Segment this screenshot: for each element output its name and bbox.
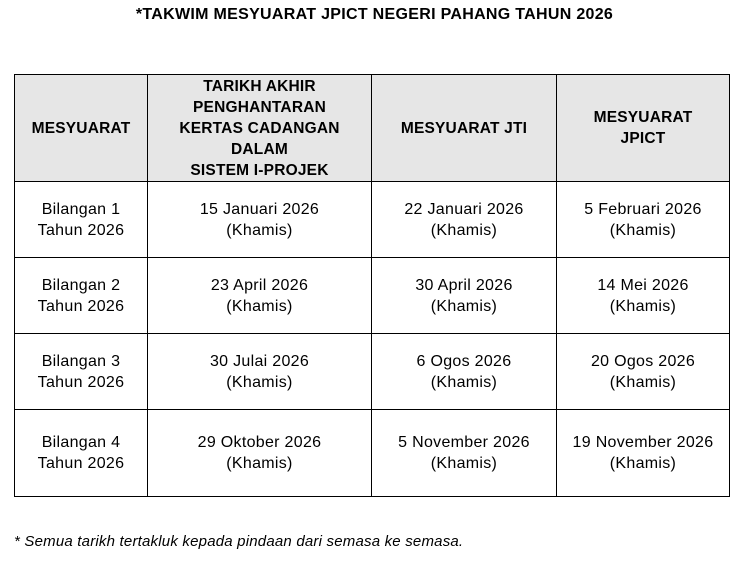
- cell-tarikh-akhir: [148, 182, 372, 258]
- header-tarikh-akhir: [148, 75, 372, 182]
- cell-line: Bilangan 3: [41, 352, 121, 370]
- header-mesyuarat-jti: [372, 75, 557, 182]
- cell-line: Tahun 2026: [37, 221, 125, 239]
- cell-line: (Khamis): [609, 455, 677, 472]
- table-row: [15, 334, 730, 410]
- cell-line: 19 November 2026: [572, 434, 714, 451]
- header-mesyuarat: [15, 75, 148, 182]
- cell-mesyuarat: [15, 258, 148, 334]
- cell-mesyuarat-jpict: [557, 410, 730, 497]
- cell-line: (Khamis): [609, 373, 677, 391]
- cell-mesyuarat-jpict: [557, 182, 730, 258]
- cell-line: 29 Oktober 2026: [197, 434, 322, 451]
- table-header-row: [15, 75, 730, 182]
- header-text-line: MESYUARAT: [593, 109, 693, 126]
- header-text-line: MESYUARAT: [31, 119, 131, 137]
- header-mesyuarat-jpict: [557, 75, 730, 182]
- cell-line: Tahun 2026: [37, 373, 125, 391]
- header-text-line: KERTAS CADANGAN: [179, 119, 340, 137]
- cell-line: (Khamis): [430, 297, 498, 315]
- cell-line: 20 Ogos 2026: [590, 352, 696, 370]
- cell-mesyuarat-jpict: [557, 258, 730, 334]
- header-text-line: DALAM: [231, 140, 288, 158]
- cell-line: (Khamis): [430, 221, 498, 239]
- cell-line: Bilangan 4: [41, 434, 121, 451]
- footnote: * Semua tarikh tertakluk kepada pindaan dari semasa ke semasa.: [14, 533, 464, 550]
- cell-mesyuarat-jti: [372, 182, 557, 258]
- cell-tarikh-akhir: [148, 258, 372, 334]
- header-text-line: MESYUARAT JTI: [400, 119, 528, 137]
- header-text-line: TARIKH AKHIR: [203, 77, 316, 95]
- meeting-schedule-table: [14, 74, 730, 497]
- cell-line: (Khamis): [609, 221, 677, 239]
- cell-line: 15 Januari 2026: [199, 200, 320, 218]
- cell-line: (Khamis): [226, 221, 293, 239]
- cell-line: 30 Julai 2026: [209, 352, 310, 370]
- cell-line: Tahun 2026: [37, 455, 125, 472]
- cell-mesyuarat: [15, 410, 148, 497]
- cell-mesyuarat-jti: [372, 258, 557, 334]
- cell-line: 14 Mei 2026: [597, 276, 689, 294]
- cell-line: 5 Februari 2026: [584, 200, 702, 218]
- cell-line: 30 April 2026: [415, 276, 513, 294]
- cell-line: 22 Januari 2026: [404, 200, 524, 218]
- table-row: [15, 182, 730, 258]
- cell-tarikh-akhir: [148, 410, 372, 497]
- cell-mesyuarat-jti: [372, 410, 557, 497]
- cell-line: (Khamis): [609, 297, 677, 315]
- page-title: *TAKWIM MESYUARAT JPICT NEGERI PAHANG TAHUN 2026: [135, 6, 614, 23]
- cell-line: (Khamis): [226, 455, 293, 472]
- cell-line: Bilangan 2: [41, 276, 121, 294]
- cell-line: (Khamis): [226, 297, 293, 315]
- header-text-line: PENGHANTARAN: [193, 98, 326, 116]
- header-text-line: SISTEM I-PROJEK: [190, 161, 329, 179]
- cell-line: 5 November 2026: [398, 434, 530, 451]
- table-row: [15, 410, 730, 497]
- table-row: [15, 258, 730, 334]
- cell-mesyuarat-jti: [372, 334, 557, 410]
- cell-mesyuarat: [15, 182, 148, 258]
- cell-mesyuarat-jpict: [557, 334, 730, 410]
- cell-line: Bilangan 1: [41, 200, 121, 218]
- cell-mesyuarat: [15, 334, 148, 410]
- header-text-line: JPICT: [620, 130, 666, 147]
- cell-line: 6 Ogos 2026: [416, 352, 512, 370]
- cell-line: (Khamis): [226, 373, 293, 391]
- cell-line: (Khamis): [430, 455, 498, 472]
- cell-line: 23 April 2026: [210, 276, 309, 294]
- cell-line: Tahun 2026: [37, 297, 125, 315]
- cell-tarikh-akhir: [148, 334, 372, 410]
- cell-line: (Khamis): [430, 373, 498, 391]
